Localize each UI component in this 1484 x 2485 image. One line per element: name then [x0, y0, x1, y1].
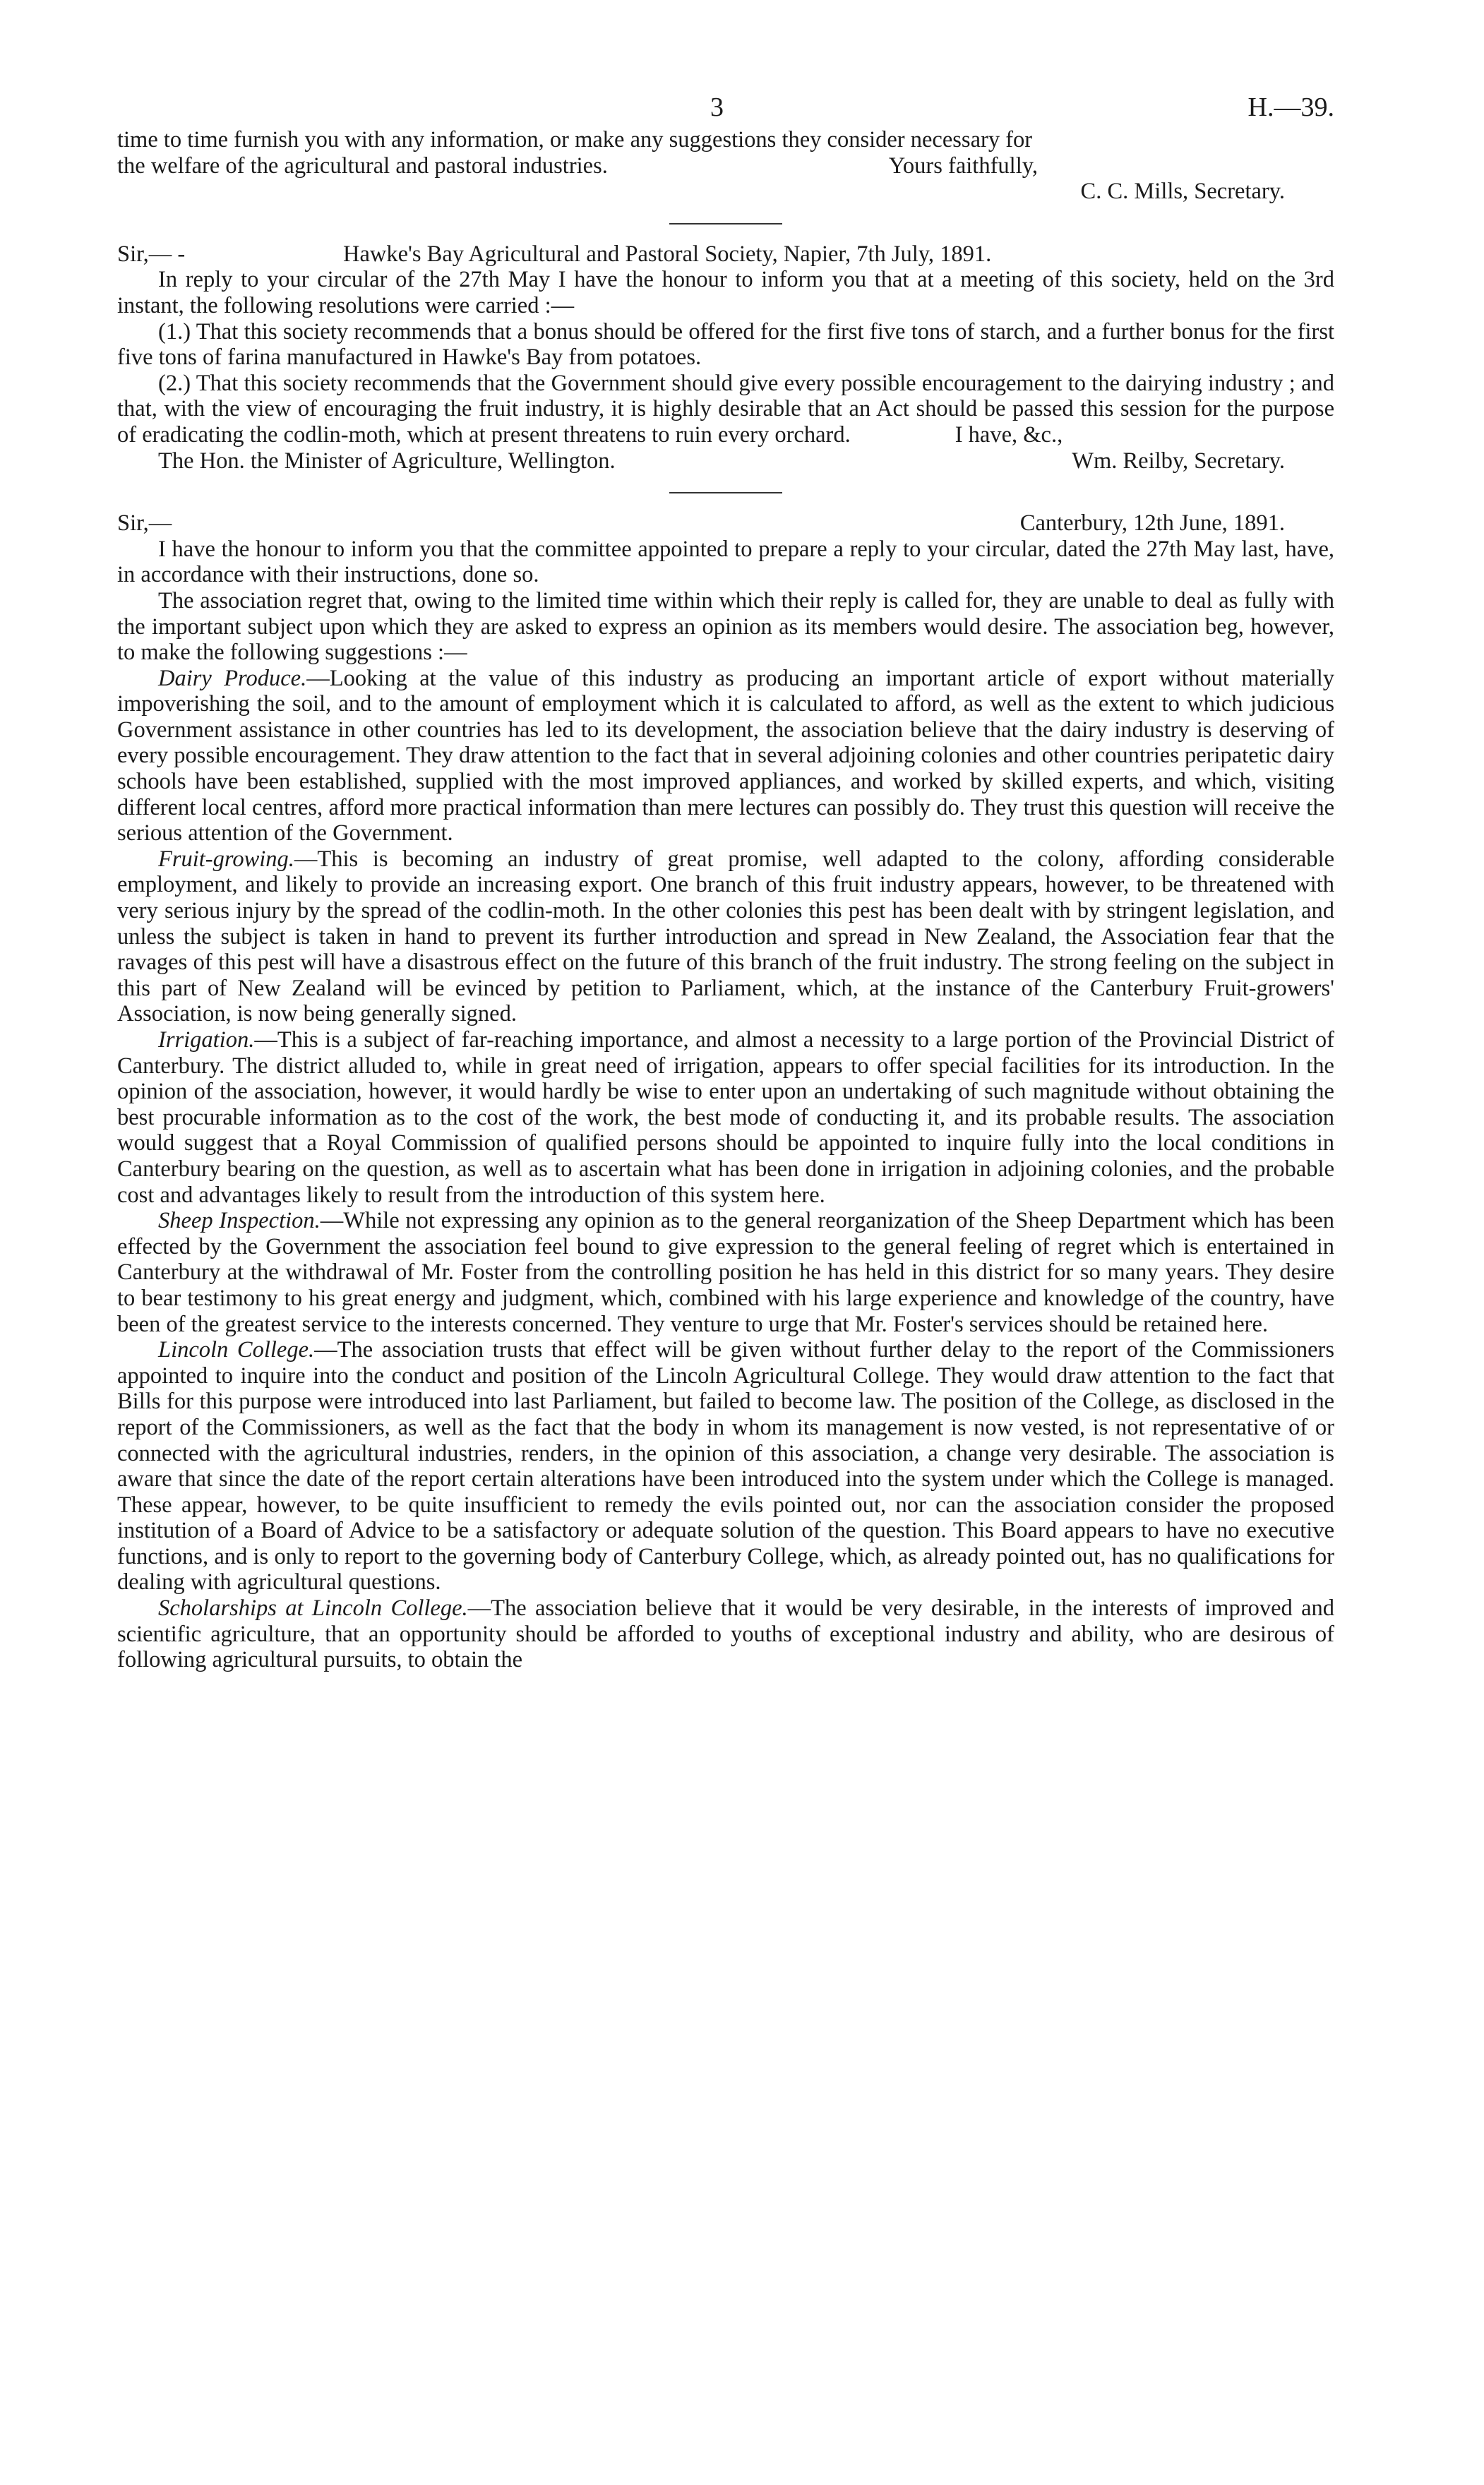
letter-canterbury — [117, 510, 1334, 1673]
letter-regret: The association regret that, owing to the limited time within which their reply is called for, they are unable to deal as fully with the important subject upon which they are asked to express an opinion as its members would desire. The association beg, however, to make the following suggestions :— — [117, 587, 1334, 666]
salutation: Sir,— - — [117, 241, 186, 267]
document-page — [117, 85, 1334, 1673]
section-text: —This is becoming an industry of great promise, well adapted to the colony, affording considerable employment, and likely to provide an increasing export. One branch of this fruit industry appears, however, to be threatened with very serious injury by the spread of the codlin-moth. In the other colonies this pest has been dealt with by stringent legislation, and unless the subject is taken in hand to prevent its further introduction and spread in New Zealand, the Association fear that the ravages of this pest will have a disastrous effect on the future of this branch of the fruit industry. The strong feeling on the subject in this part of New Zealand will be evinced by petition to Parliament, which, at the instance of the Canterbury Fruit-growers' Association, is now being generally signed. — [117, 846, 1334, 1027]
salutation: Sir,— — [117, 510, 172, 537]
resolution-1: (1.) That this society recommends that a bonus should be offered for the first five tons of starch, and a further bonus for the first five tons of farina manufactured in Hawke's Bay from potatoes. — [117, 318, 1334, 371]
letter-mills — [117, 127, 1334, 205]
letter-mills-signature: C. C. Mills, Secretary. — [1080, 179, 1285, 205]
letter-mills-closing: Yours faithfully, — [888, 152, 1038, 179]
letter-hawkes-bay — [117, 241, 1334, 474]
section-scholarships — [117, 1595, 1334, 1673]
section-lincoln-college — [117, 1337, 1334, 1595]
letter-closing: I have, &c., — [955, 421, 1063, 448]
page-number: 3 — [710, 92, 724, 122]
letter-intro: In reply to your circular of the 27th May I have the honour to inform you that at a meeting of this society, held on the 3rd instant, the following resolutions were carried :— — [117, 267, 1334, 318]
letter-mills-line1: time to time furnish you with any information, or make any suggestions they consider necessary for — [117, 127, 1033, 152]
section-title: Lincoln College. — [158, 1337, 315, 1363]
section-text: —While not expressing any opinion as to the general reorganization of the Sheep Department which has been effected by the Government the association feel bound to give expression to the general feeling of regret which is entertained in Canterbury at the withdrawal of Mr. Foster from the controlling position he has held in this district for so many years. They desire to bear testimony to his great energy and judgment, which, combined with his large experience and knowledge of the country, have been of the greatest service to the interests concerned. They venture to urge that Mr. Foster's services should be retained here. — [117, 1208, 1334, 1337]
section-title: Scholarships at Lincoln College. — [158, 1595, 468, 1622]
resolution-2 — [117, 371, 1334, 448]
section-text: —The association trusts that effect will be given without further delay to the report of the Commissioners appointed to inquire into the conduct and position of the Lincoln Agricultural College. They would draw attention to the fact that Bills for this purpose were introduced into last Parliament, but failed to become law. The position of the College, as disclosed in the report of the Commissioners, as well as the fact that the body in whom its management is now vested, is not representative of or connected with the agricultural industries, renders, in the opinion of this association, a change very desirable. The association is aware that since the date of the report certain alterations have been introduced into the system under which the College is managed. These appear, however, to be quite insufficient to remedy the evils pointed out, nor can the association consider the proposed institution of a Board of Advice to be a satisfactory or adequate solution of the question. This Board appears to have no executive functions, and is only to report to the governing body of Canterbury College, which, as already pointed out, has no qualifications for dealing with agricultural questions. — [117, 1337, 1334, 1595]
letter-heading: Canterbury, 12th June, 1891. — [1019, 510, 1285, 537]
resolution-2-text: (2.) That this society recommends that the Government should give every possible encouragement to the dairying industry ; and that, with the view of encouraging the fruit industry, it is highly desirable that an Act should be passed this session for the purpose of eradicating the codlin-moth, which at present threatens to ruin every orchard. — [117, 370, 1334, 448]
section-text: —The association believe that it would be very desirable, in the interests of improved and scientific agriculture, that an opportunity should be afforded to youths of exceptional industry and ability, who are desirous of following agricultural pursuits, to obtain the — [117, 1595, 1334, 1673]
section-title: Fruit-growing. — [158, 846, 294, 872]
section-divider — [669, 223, 782, 224]
document-reference: H.—39. — [1247, 92, 1334, 122]
section-irrigation — [117, 1027, 1334, 1208]
section-fruit-growing — [117, 846, 1334, 1027]
section-text: —This is a subject of far-reaching importance, and almost a necessity to a large portion of the Provincial District of Canterbury. The district alluded to, while in great need of irrigation, appears to offer special facilities for its introduction. In the opinion of the association, however, it would hardly be wise to enter upon an undertaking of such magnitude without obtaining the best procurable information as to the cost of the work, the best mode of conducting it, and its probable results. The association would suggest that a Royal Commission of qualified persons should be appointed to inquire fully into the local conditions in Canterbury bearing on the question, as well as to ascertain what has been done in irrigation in adjoining colonies, and the probable cost and advantages likely to result from the introduction of this system here. — [117, 1027, 1334, 1208]
letter-signature: Wm. Reilby, Secretary. — [1072, 448, 1285, 474]
section-divider — [669, 492, 782, 493]
section-sheep-inspection — [117, 1208, 1334, 1337]
letter-mills-line2: the welfare of the agricultural and pastoral industries. — [117, 152, 608, 179]
letter-intro: I have the honour to inform you that the committee appointed to prepare a reply to your circular, dated the 27th May last, have, in accordance with their instructions, done so. — [117, 536, 1334, 588]
section-title: Sheep Inspection. — [158, 1208, 321, 1234]
section-title: Irrigation. — [158, 1027, 255, 1053]
section-dairy-produce — [117, 666, 1334, 846]
section-text: —Looking at the value of this industry as producing an important article of export without materially impoverishing the soil, and to the amount of employment which it is calculated to afford, as well as the extent to which judicious Government assistance in other countries has led to its development, the association believe that the dairy industry is deserving of every possible encouragement. They draw attention to the fact that in several adjoining colonies and other countries peripatetic dairy schools have been established, supplied with the most improved appliances, and worked by skilled experts, and which, visiting different local centres, afford more practical information than mere lectures can possibly do. They trust this question will receive the serious attention of the Government. — [117, 665, 1335, 846]
page-header — [117, 85, 1334, 127]
letter-heading: Hawke's Bay Agricultural and Pastoral Society, Napier, 7th July, 1891. — [343, 241, 992, 267]
section-title: Dairy Produce. — [158, 665, 307, 691]
addressee: The Hon. the Minister of Agriculture, Wellington. — [158, 448, 616, 474]
